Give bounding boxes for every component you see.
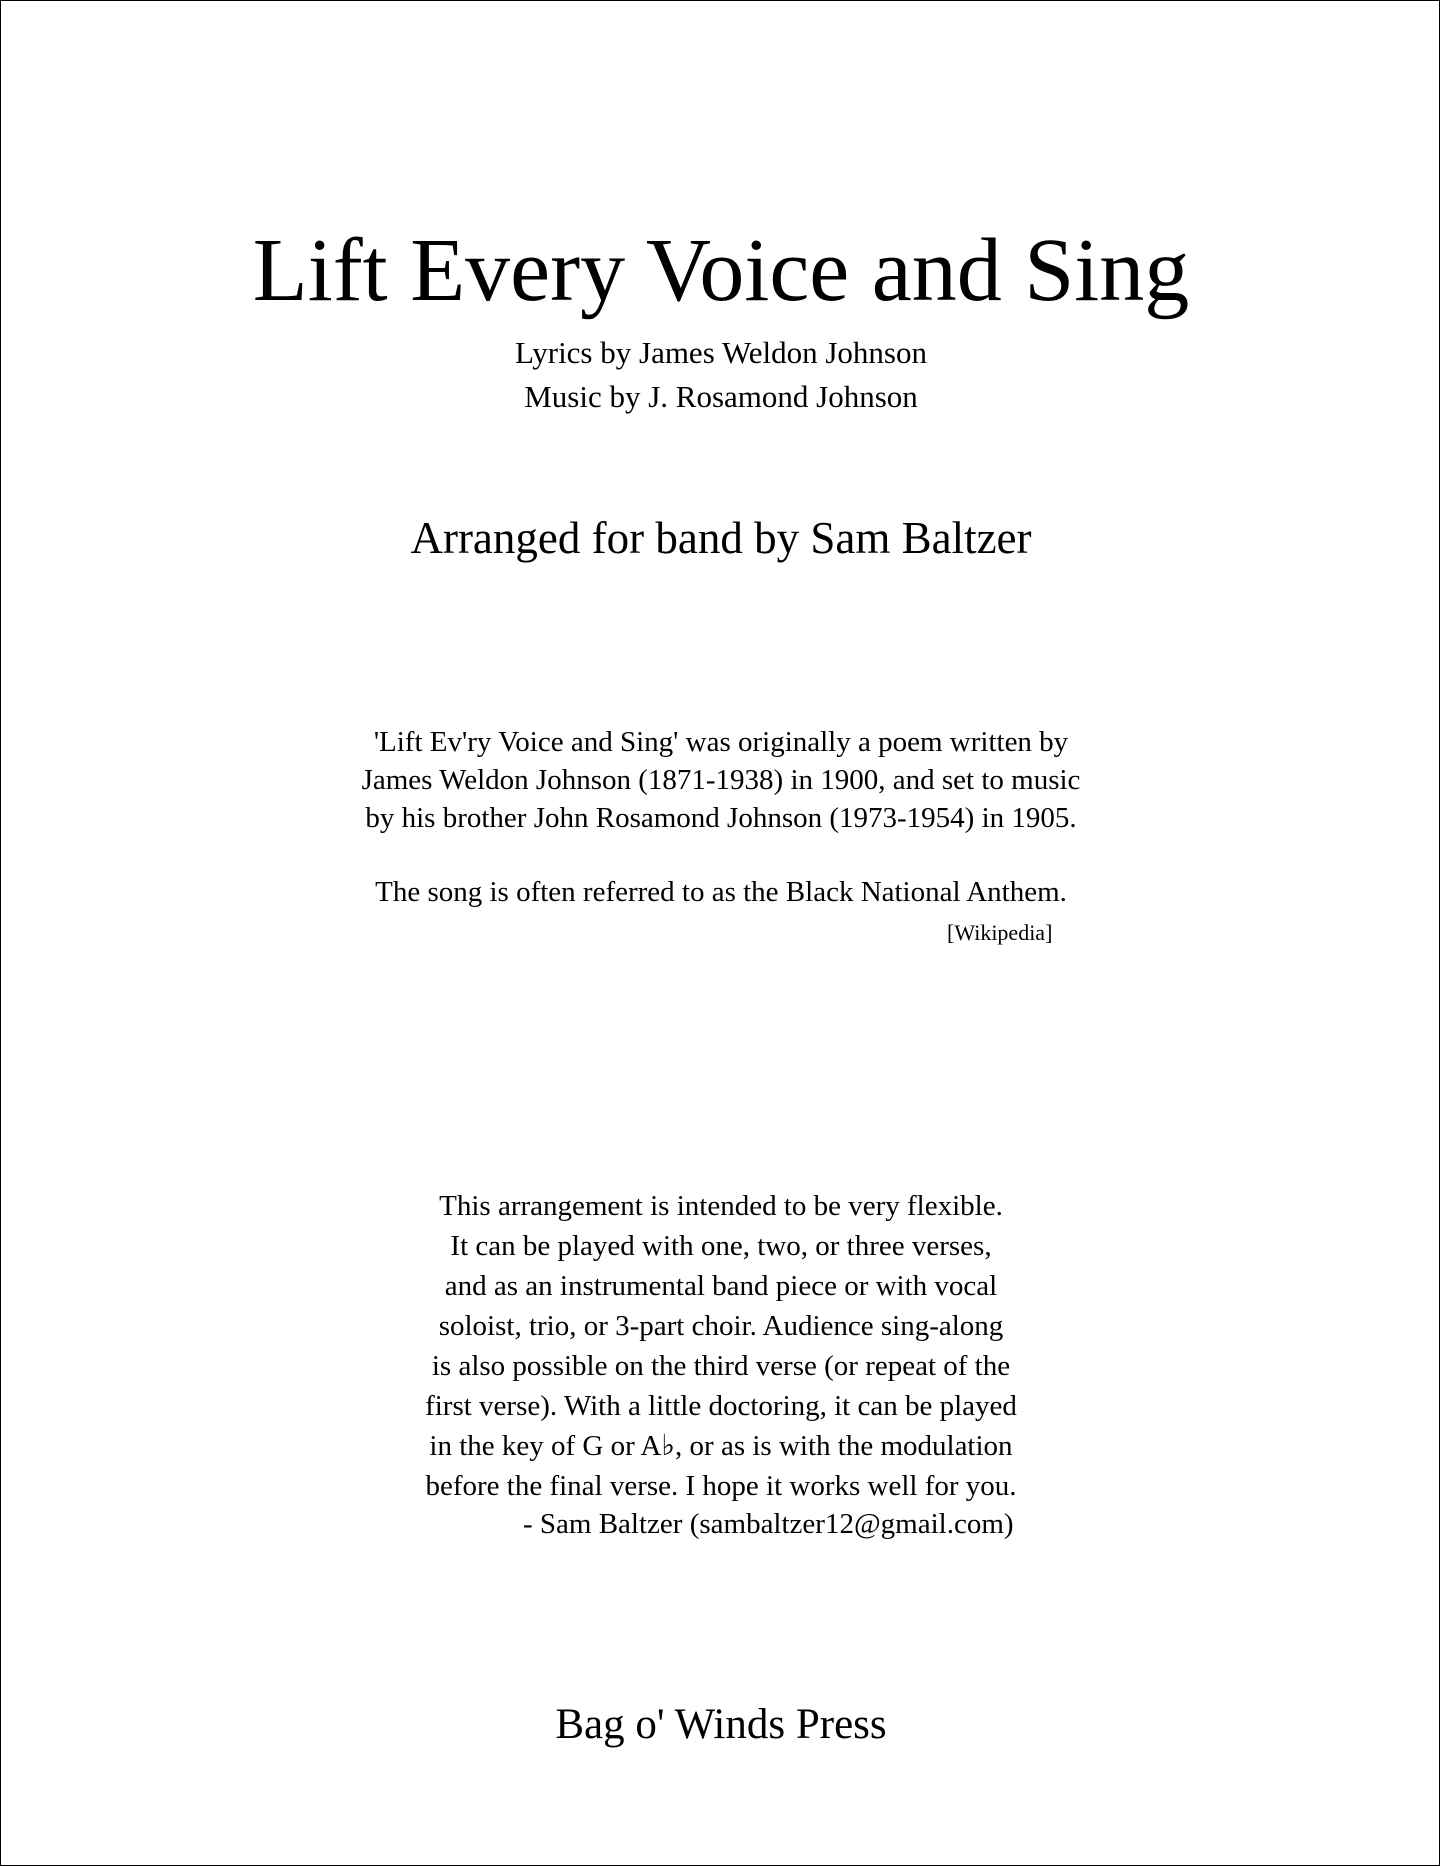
- note-line: in the key of G or A♭, or as is with the modulation: [429, 1430, 1013, 1462]
- arranger-credit: Arranged for band by Sam Baltzer: [410, 513, 1032, 563]
- arrangement-note: [1, 1186, 1440, 1506]
- page-title: Lift Every Voice and Sing: [252, 221, 1190, 320]
- history-line: by his brother John Rosamond Johnson (1973-1954) in 1905.: [365, 802, 1077, 834]
- lyrics-credit: Lyrics by James Weldon Johnson: [515, 335, 927, 370]
- history-line: 'Lift Ev'ry Voice and Sing' was originally a poem written by: [373, 726, 1069, 758]
- history-line: James Weldon Johnson (1871-1938) in 1900, and set to music: [361, 764, 1081, 796]
- signature: - Sam Baltzer (sambaltzer12@gmail.com): [523, 1508, 1014, 1540]
- note-line: first verse). With a little doctoring, it can be played: [425, 1390, 1017, 1422]
- wikipedia-citation: [Wikipedia]: [947, 920, 1053, 945]
- note-line: This arrangement is intended to be very flexible.: [439, 1190, 1003, 1222]
- note-line: soloist, trio, or 3-part choir. Audience sing-along: [438, 1310, 1004, 1342]
- note-line: before the final verse. I hope it works well for you.: [425, 1470, 1017, 1502]
- credits: [1, 331, 1440, 419]
- publisher-name: Bag o' Winds Press: [555, 1701, 887, 1748]
- paragraph-gap: [1, 837, 1440, 873]
- note-line: and as an instrumental band piece or with vocal: [444, 1270, 998, 1302]
- history-paragraph: [1, 723, 1440, 911]
- music-credit: Music by J. Rosamond Johnson: [524, 379, 918, 414]
- note-line: is also possible on the third verse (or repeat of the: [431, 1350, 1011, 1382]
- note-line: It can be played with one, two, or three verses,: [450, 1230, 992, 1262]
- anthem-line: The song is often referred to as the Black National Anthem.: [375, 876, 1067, 908]
